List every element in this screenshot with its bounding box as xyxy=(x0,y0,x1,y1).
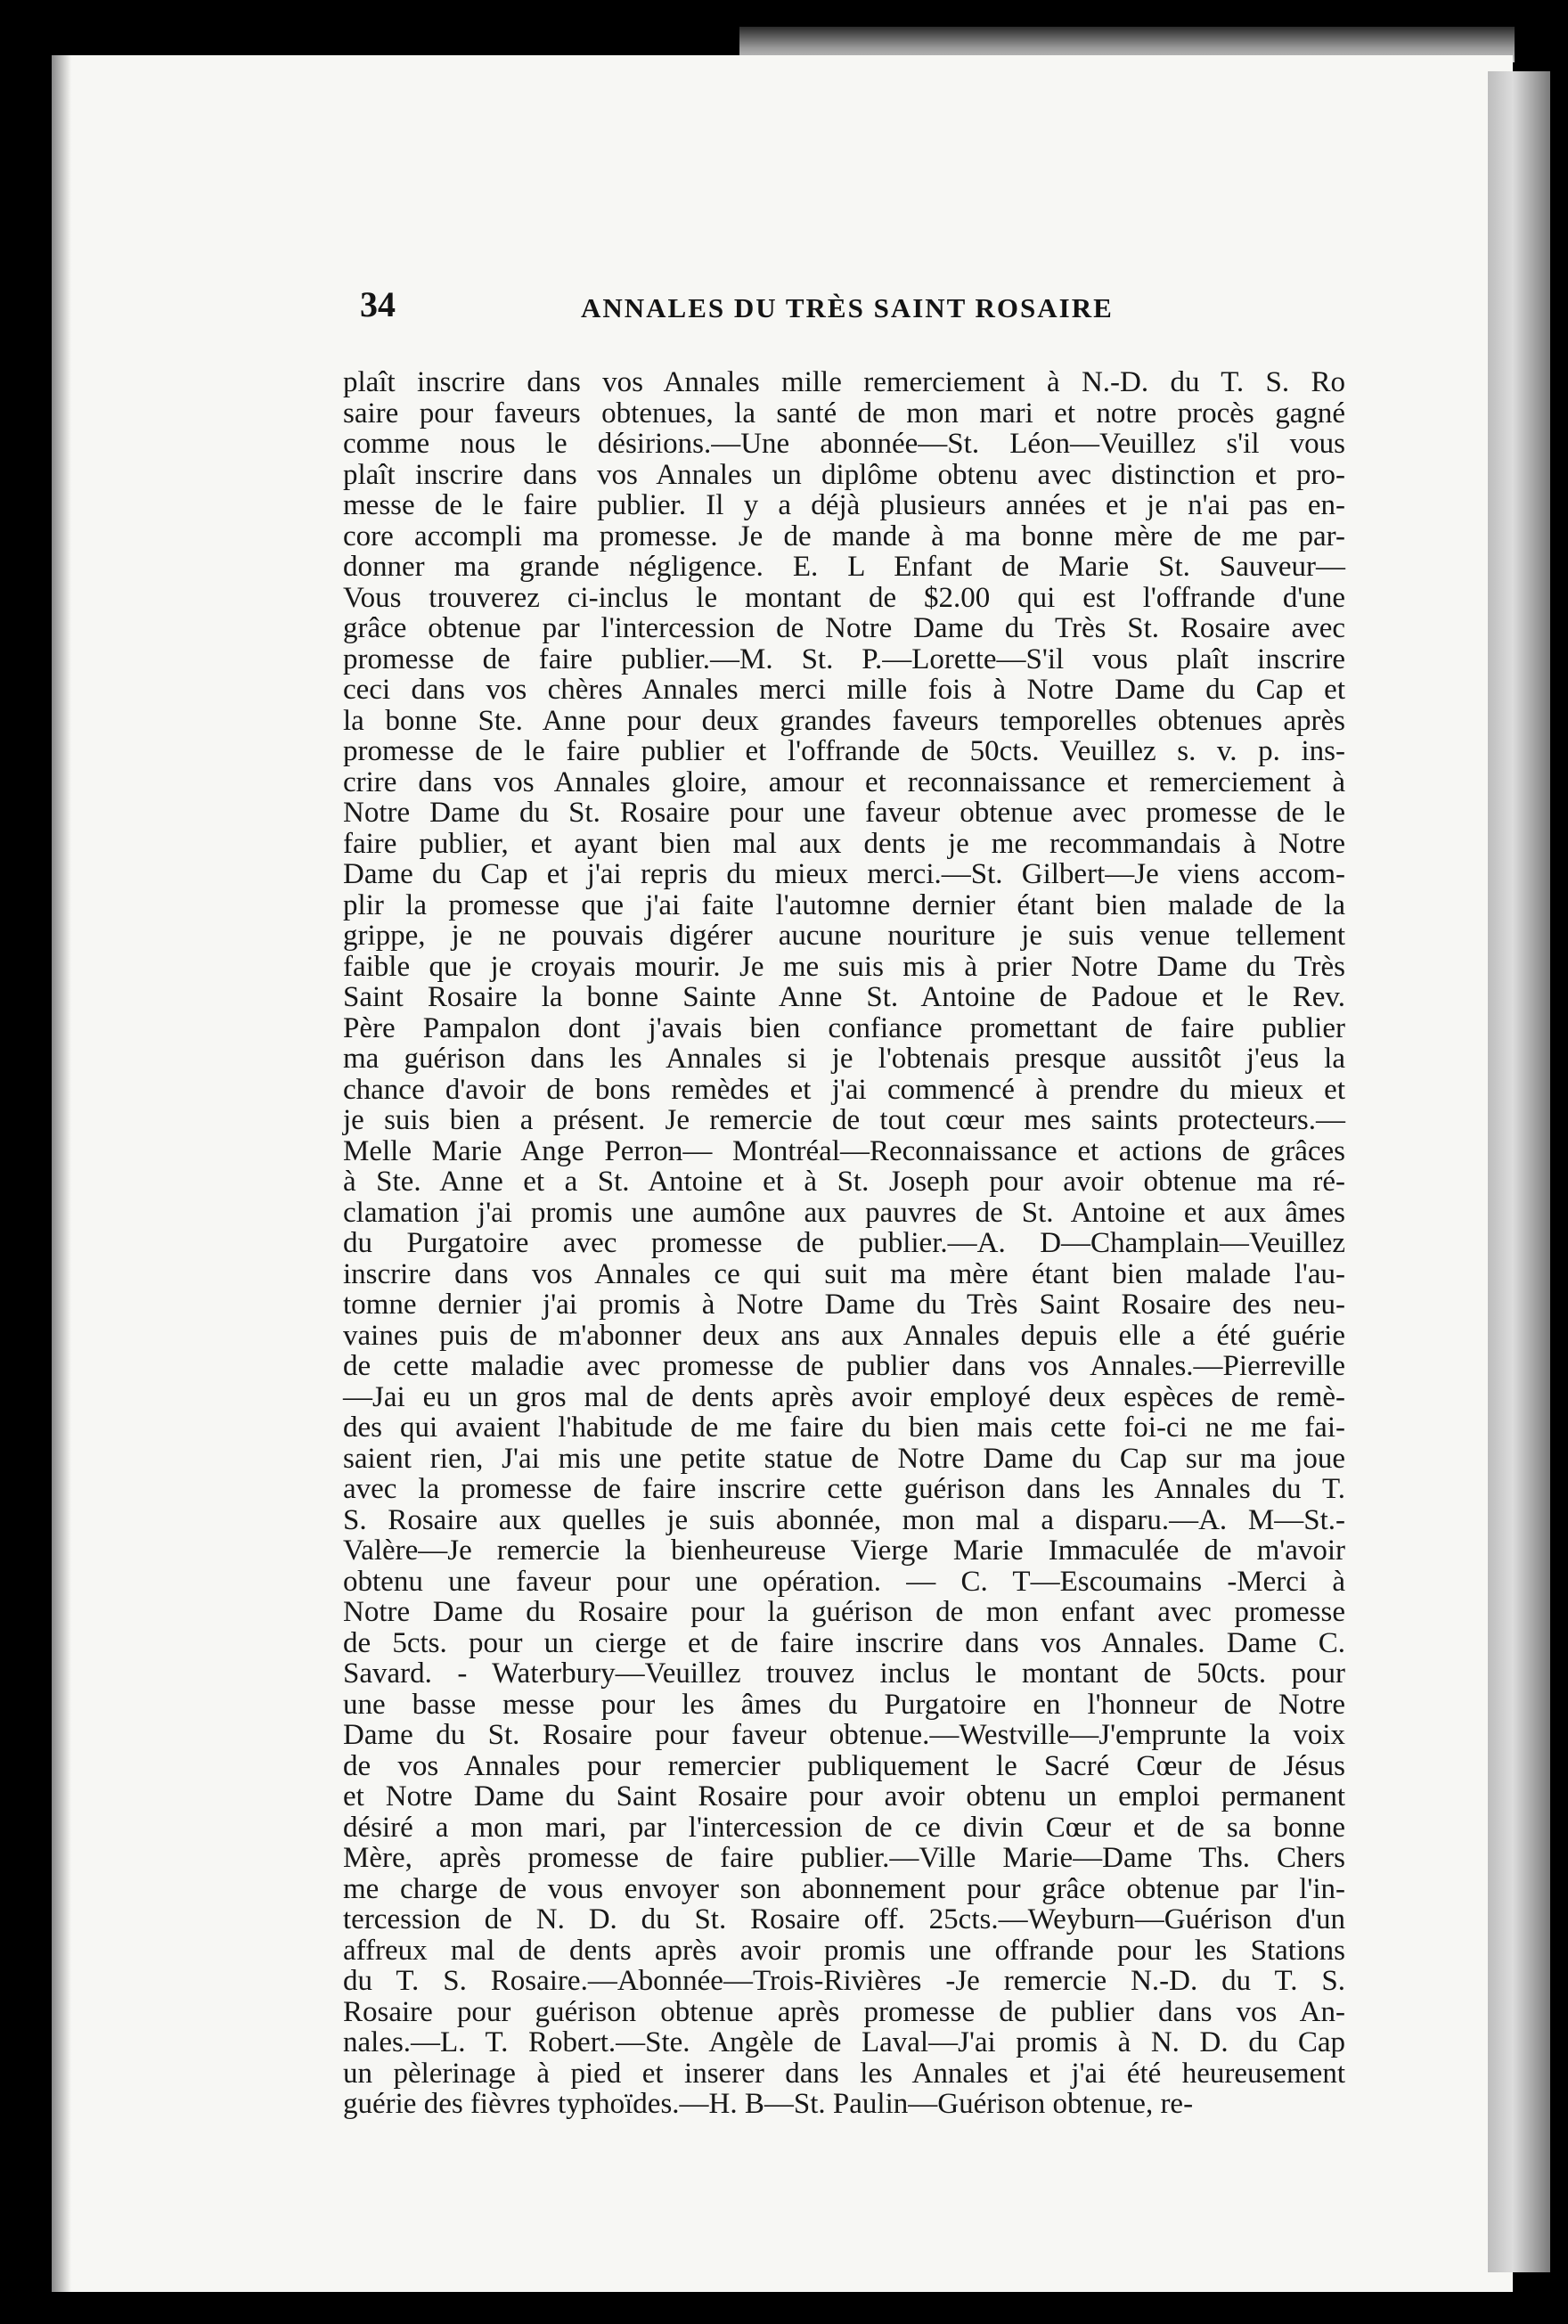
text-line: des qui avaient l'habitude de me faire du bien mais cette foi-ci ne me fai- xyxy=(343,1412,1345,1444)
text-line: Melle Marie Ange Perron— Montréal—Reconnaissance et actions de grâces xyxy=(343,1134,1345,1167)
text-line: Rosaire pour guérison obtenue après promesse de publier dans vos An- xyxy=(343,1995,1345,2028)
text-line: grippe, je ne pouvais digérer aucune nouriture je suis venue tellement xyxy=(343,920,1345,952)
text-line: Père Pampalon dont j'avais bien confiance promettant de faire publier xyxy=(343,1011,1345,1044)
text-line: Notre Dame du Rosaire pour la guérison de mon enfant avec promesse xyxy=(343,1596,1345,1628)
page-header xyxy=(360,283,1166,337)
text-line: à Ste. Anne et a St. Antoine et à St. Joseph pour avoir obtenue ma ré- xyxy=(343,1166,1345,1198)
text-line: guérie des fièvres typhoïdes.—H. B—St. Paulin—Guérison obtenue, re- xyxy=(343,2088,1194,2120)
text-line: de 5cts. pour un cierge et de faire inscrire dans vos Annales. Dame C. xyxy=(343,1626,1345,1659)
text-line: promesse de le faire publier et l'offrande de 50cts. Veuillez s. v. p. ins- xyxy=(343,735,1345,767)
running-title: ANNALES DU TRÈS SAINT ROSAIRE xyxy=(581,292,1114,323)
text-line: nales.—L. T. Robert.—Ste. Angèle de Laval—J'ai promis à N. D. du Cap xyxy=(343,2026,1345,2058)
text-line: tomne dernier j'ai promis à Notre Dame du Très Saint Rosaire des neu- xyxy=(343,1289,1345,1321)
text-line: je suis bien a présent. Je remercie de tout cœur mes saints protecteurs.— xyxy=(343,1104,1345,1136)
text-line: ceci dans vos chères Annales merci mille fois à Notre Dame du Cap et xyxy=(343,674,1345,706)
text-line: un pèlerinage à pied et inserer dans les Annales et j'ai été heureusement xyxy=(343,2057,1345,2090)
text-line: saient rien, J'ai mis une petite statue de Notre Dame du Cap sur ma joue xyxy=(343,1442,1345,1475)
text-line: comme nous le désirions.—Une abonnée—St. Léon—Veuillez s'il vous xyxy=(343,428,1345,460)
text-line: core accompli ma promesse. Je de mande à ma bonne mère de me par- xyxy=(343,520,1345,552)
text-line: Dame du Cap et j'ai repris du mieux merci.—St. Gilbert—Je viens accom- xyxy=(343,858,1345,890)
text-line: saire pour faveurs obtenues, la santé de mon mari et notre procès gagné xyxy=(343,397,1345,430)
body-text xyxy=(343,367,1345,2120)
book-edge-strip xyxy=(1488,71,1550,2272)
text-line: une basse messe pour les âmes du Purgatoire en l'honneur de Notre xyxy=(343,1688,1345,1721)
text-line: plaît inscrire dans vos Annales un diplôme obtenu avec distinction et pro- xyxy=(343,458,1345,491)
text-line: clamation j'ai promis une aumône aux pauvres de St. Antoine et aux âmes xyxy=(343,1196,1345,1229)
text-line: du Purgatoire avec promesse de publier.—A. D—Champlain—Veuillez xyxy=(343,1227,1345,1259)
text-line: de cette maladie avec promesse de publier dans vos Annales.—Pierreville xyxy=(343,1350,1345,1382)
text-line: —Jai eu un gros mal de dents après avoir employé deux espèces de remè- xyxy=(343,1380,1345,1413)
page-gutter-shadow xyxy=(52,55,71,2292)
text-line: faible que je croyais mourir. Je me suis mis à prier Notre Dame du Très xyxy=(343,950,1345,983)
text-line: inscrire dans vos Annales ce qui suit ma mère étant bien malade l'au- xyxy=(343,1257,1345,1290)
text-line: la bonne Ste. Anne pour deux grandes faveurs temporelles obtenues après xyxy=(343,704,1345,737)
text-line: Notre Dame du St. Rosaire pour une faveur obtenue avec promesse de le xyxy=(343,797,1345,829)
text-line: désiré a mon mari, par l'intercession de ce divin Cœur et de sa bonne xyxy=(343,1811,1345,1844)
text-line: vaines puis de m'abonner deux ans aux Annales depuis elle a été guérie xyxy=(343,1319,1345,1352)
text-line: S. Rosaire aux quelles je suis abonnée, mon mal a disparu.—A. M—St.- xyxy=(343,1503,1345,1536)
text-line: Saint Rosaire la bonne Sainte Anne St. Antoine de Padoue et le Rev. xyxy=(343,981,1345,1013)
text-line: de vos Annales pour remercier publiquement le Sacré Cœur de Jésus xyxy=(343,1749,1345,1782)
text-line: Vous trouverez ci-inclus le montant de $2.00 qui est l'offrande d'une xyxy=(343,581,1345,614)
text-line: faire publier, et ayant bien mal aux dents je me recommandais à Notre xyxy=(343,827,1345,860)
text-line: obtenu une faveur pour une opération. — C. T—Escoumains -Merci à xyxy=(343,1565,1345,1598)
text-line: plir la promesse que j'ai faite l'automne dernier étant bien malade de la xyxy=(343,888,1345,921)
text-line: et Notre Dame du Saint Rosaire pour avoir obtenu un emploi permanent xyxy=(343,1780,1345,1813)
text-line: crire dans vos Annales gloire, amour et reconnaissance et remerciement à xyxy=(343,765,1345,798)
text-line: Dame du St. Rosaire pour faveur obtenue.—Westville—J'emprunte la voix xyxy=(343,1719,1345,1751)
text-line: messe de le faire publier. Il y a déjà plusieurs années et je n'ai pas en- xyxy=(343,489,1345,521)
text-line: me charge de vous envoyer son abonnement pour grâce obtenue par l'in- xyxy=(343,1872,1345,1905)
text-line: chance d'avoir de bons remèdes et j'ai commencé à prendre du mieux et xyxy=(343,1073,1345,1106)
text-line: du T. S. Rosaire.—Abonnée—Trois-Rivières -Je remercie N.-D. du T. S. xyxy=(343,1965,1345,1997)
text-line: promesse de faire publier.—M. St. P.—Lorette—S'il vous plaît inscrire xyxy=(343,642,1345,675)
text-line: Valère—Je remercie la bienheureuse Vierge Marie Immaculée de m'avoir xyxy=(343,1534,1345,1567)
text-line: ma guérison dans les Annales si je l'obtenais presque aussitôt j'eus la xyxy=(343,1043,1345,1075)
text-line: donner ma grande négligence. E. L Enfant de Marie St. Sauveur— xyxy=(343,551,1345,583)
page-number: 34 xyxy=(360,284,396,324)
text-line: tercession de N. D. du St. Rosaire off. 25cts.—Weyburn—Guérison d'un xyxy=(343,1903,1345,1935)
text-line: Mère, après promesse de faire publier.—Ville Marie—Dame Ths. Chers xyxy=(343,1842,1345,1874)
text-line: grâce obtenue par l'intercession de Notre Dame du Très St. Rosaire avec xyxy=(343,612,1345,644)
text-line: affreux mal de dents après avoir promis une offrande pour les Stations xyxy=(343,1934,1345,1967)
text-line: Savard. - Waterbury—Veuillez trouvez inclus le montant de 50cts. pour xyxy=(343,1657,1345,1690)
text-line: plaît inscrire dans vos Annales mille remerciement à N.-D. du T. S. Ro xyxy=(343,366,1345,398)
text-line: avec la promesse de faire inscrire cette guérison dans les Annales du T. xyxy=(343,1473,1345,1505)
